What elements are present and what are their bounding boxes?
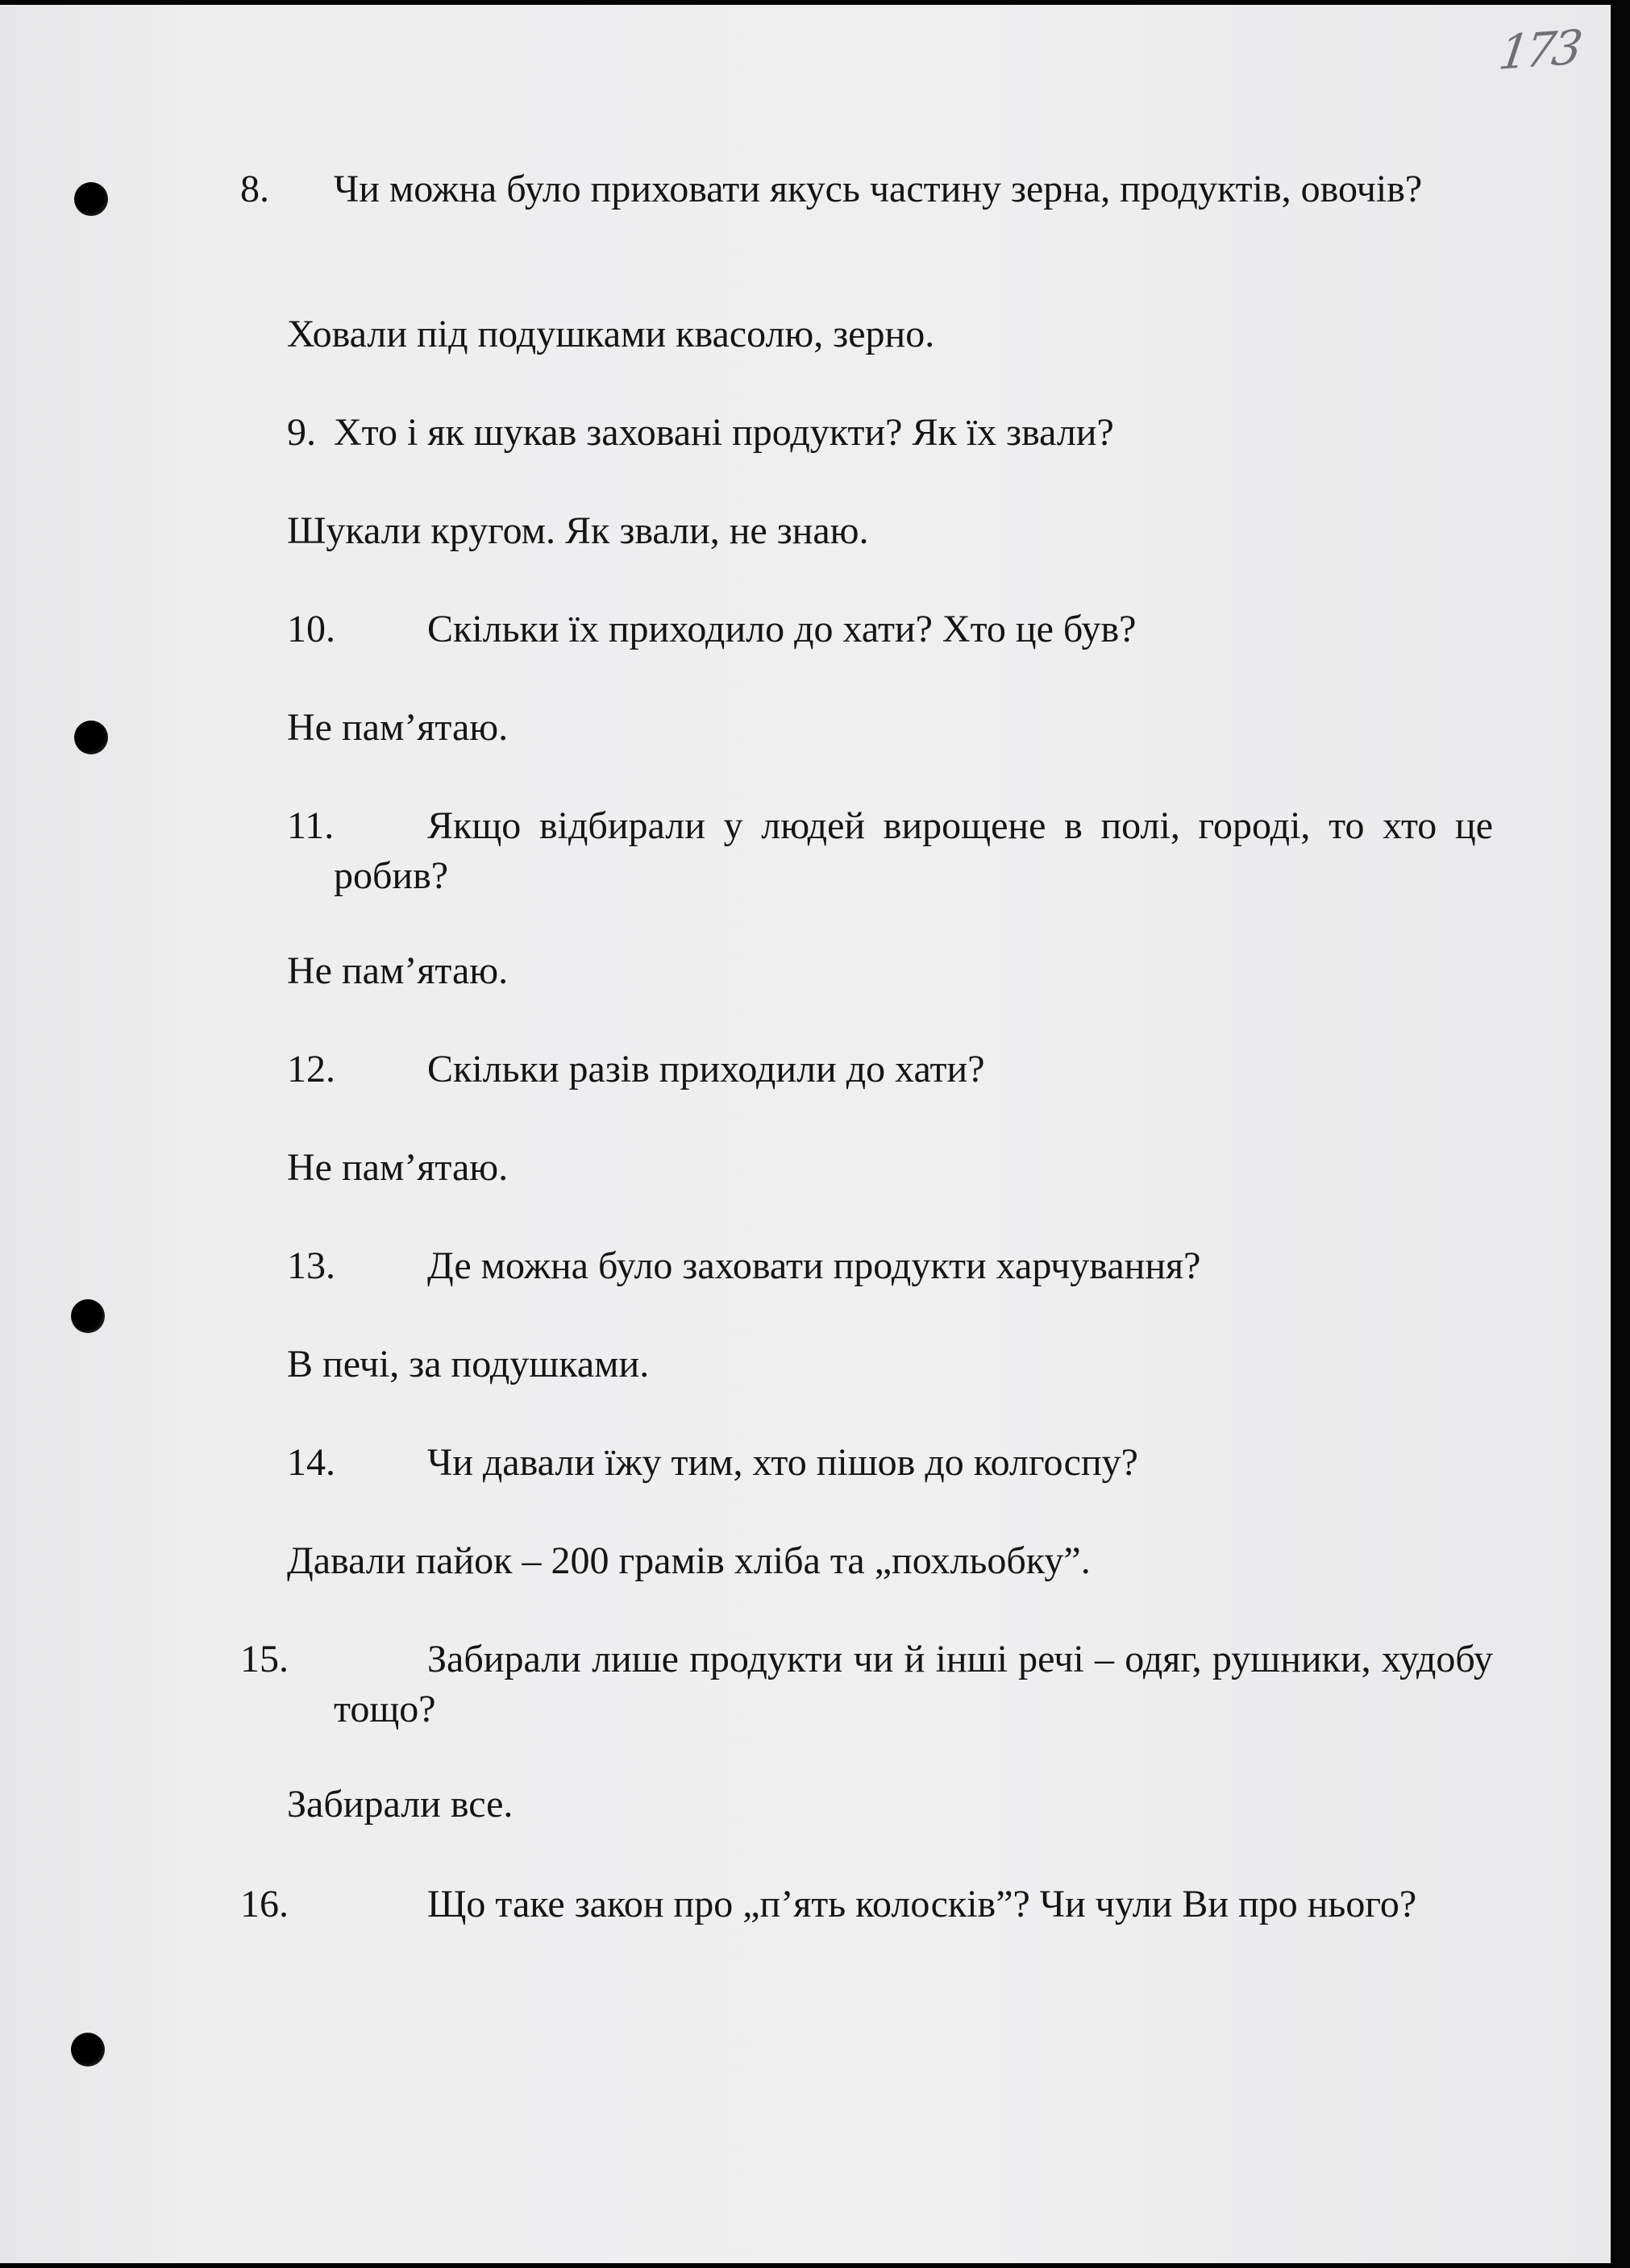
answer-15: Забирали все. (287, 1783, 514, 1826)
handwritten-page-number: 173 (1495, 19, 1583, 81)
answer-12: Не пам’ятаю. (287, 1146, 509, 1189)
question-number: 16. (240, 1883, 289, 1925)
question-number: 15. (240, 1638, 289, 1680)
question-number: 14. (287, 1441, 335, 1484)
question-14 (287, 1438, 1493, 1488)
answer-13: В печі, за подушками. (287, 1343, 650, 1385)
question-number: 13. (287, 1244, 335, 1287)
question-8 (240, 164, 1493, 214)
document-page (0, 5, 1611, 2263)
question-text: Скільки разів приходили до хати? (427, 1048, 985, 1090)
question-number: 8. (240, 168, 269, 210)
question-text: Що таке закон про „п’ять колосків”? Чи чули Ви про нього? (427, 1883, 1417, 1925)
punch-hole-icon (74, 182, 108, 216)
answer-14: Давали пайок – 200 грамів хліба та „похльобку”. (287, 1539, 1091, 1582)
answer-8: Ховали під подушками квасолю, зерно. (287, 313, 935, 355)
question-number: 12. (287, 1048, 335, 1090)
question-15 (240, 1635, 1493, 1734)
question-9 (287, 408, 1493, 458)
question-text: Де можна було заховати продукти харчування? (427, 1244, 1201, 1287)
punch-hole-icon (71, 2033, 105, 2067)
answer-10: Не пам’ятаю. (287, 706, 509, 749)
question-16 (240, 1880, 1493, 1929)
question-13 (287, 1241, 1493, 1291)
question-number: 11. (287, 804, 335, 847)
punch-hole-icon (71, 1299, 105, 1333)
question-number: 9. (287, 411, 316, 454)
question-12 (287, 1045, 1493, 1095)
question-text: Хто і як шукав заховані продукти? Як їх звали? (334, 411, 1114, 454)
question-text: Чи можна було приховати якусь частину зерна, продуктів, овочів? (334, 168, 1423, 210)
question-text: Чи давали їжу тим, хто пішов до колгоспу? (427, 1441, 1138, 1484)
punch-hole-icon (74, 721, 108, 754)
answer-11: Не пам’ятаю. (287, 949, 509, 992)
question-text: Скільки їх приходило до хати? Хто це був? (427, 608, 1137, 650)
question-text: Якщо відбирали у людей вирощене в полі, городі, то хто це робив? (334, 804, 1493, 897)
question-11 (287, 801, 1493, 901)
question-10 (287, 604, 1493, 654)
question-number: 10. (287, 608, 335, 650)
answer-9: Шукали кругом. Як звали, не знаю. (287, 509, 869, 552)
question-text: Забирали лише продукти чи й інші речі – одяг, рушники, худобу тощо? (334, 1638, 1493, 1730)
